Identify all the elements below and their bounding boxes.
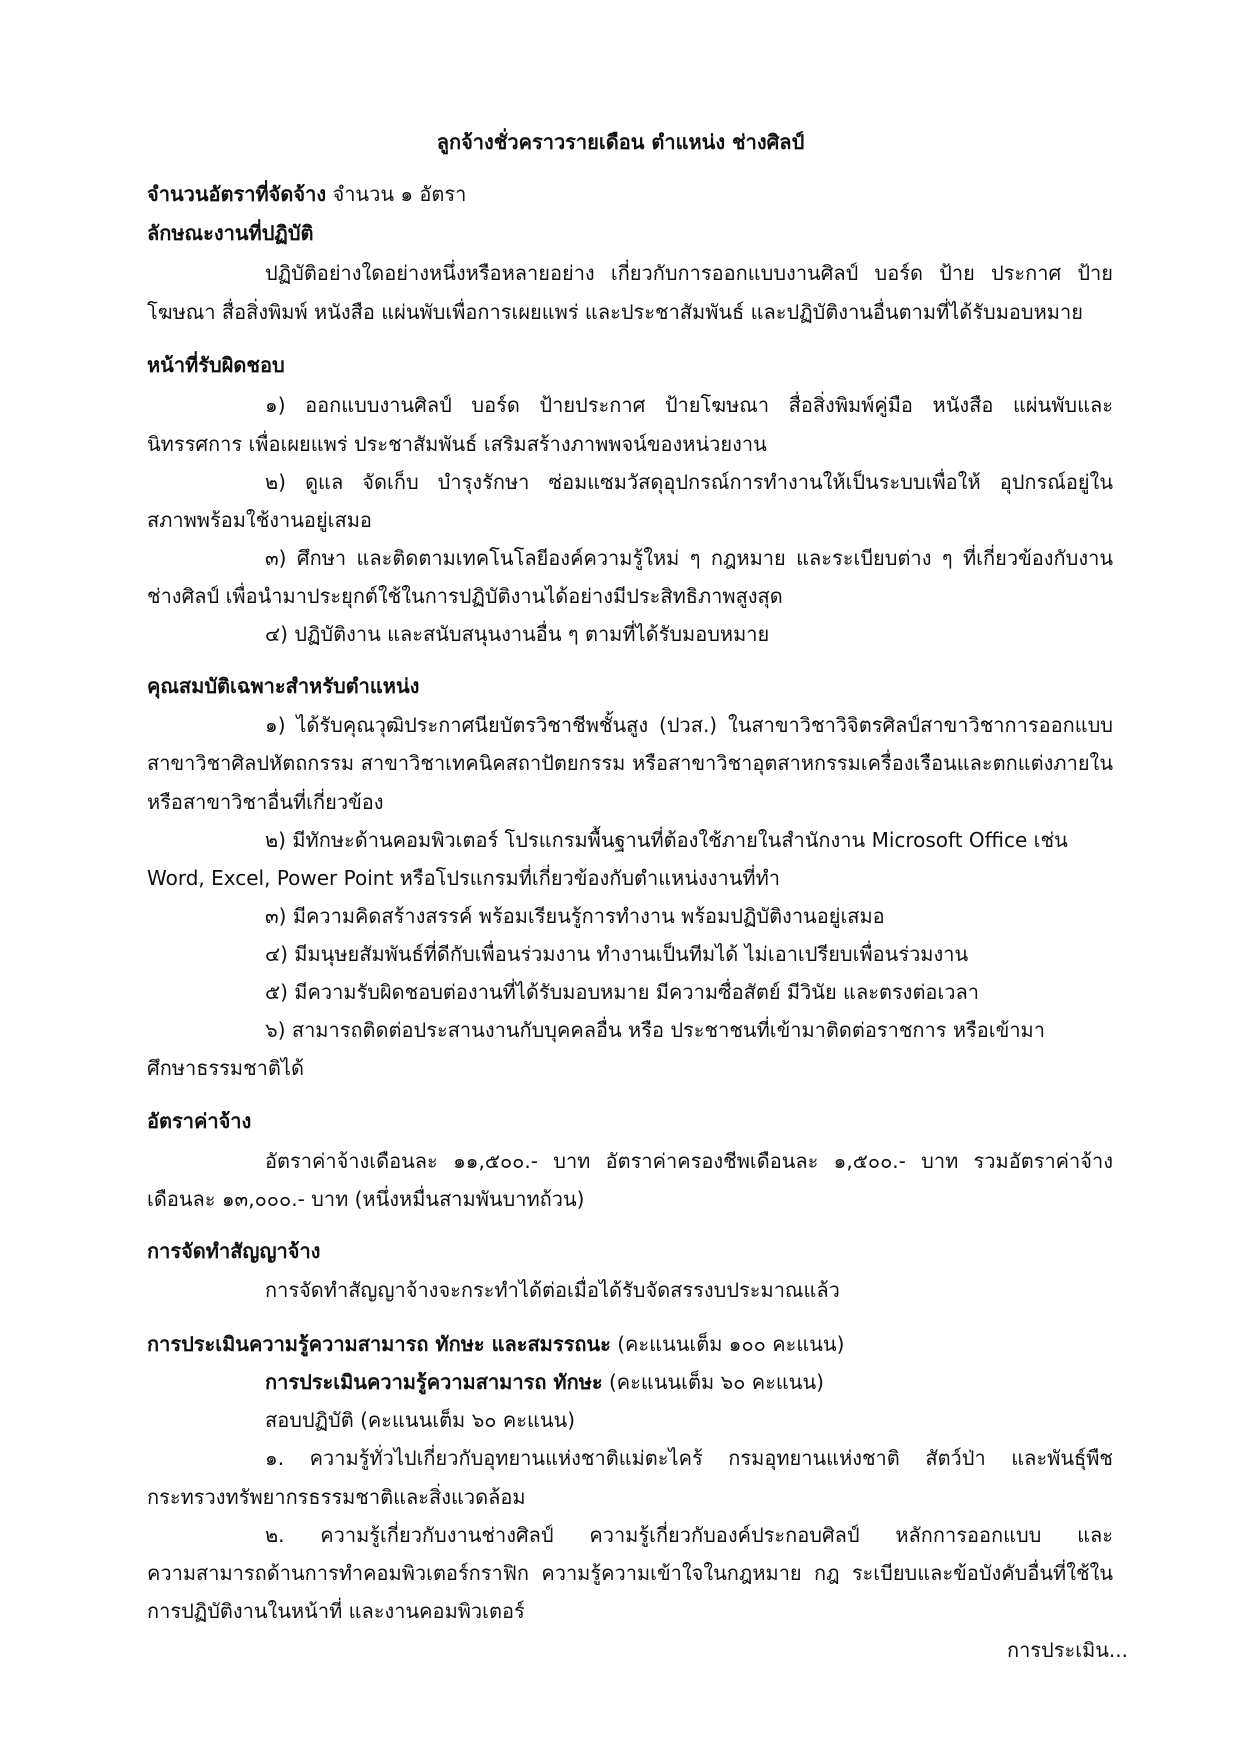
practical-exam-line: สอบปฏิบัติ (คะแนนเต็ม ๖๐ คะแนน): [265, 1408, 576, 1432]
qualification-line: ๖) สามารถติดต่อประสานงานกับบุคคลอื่น หรือ ประชาชนที่เข้ามาติดต่อราชการ หรือเข้ามา: [265, 1018, 1045, 1042]
duty-line: สภาพพร้อมใช้งานอยู่เสมอ: [147, 508, 372, 532]
quota-value: จำนวน ๑ อัตรา: [332, 182, 467, 206]
duty-line: ๒) ดูแล จัดเก็บ บำรุงรักษา ซ่อมแซมวัสดุอุปกรณ์การทำงานให้เป็นระบบเพื่อให้ อุปกรณ์อยู่ใน: [265, 470, 1113, 494]
duty-line: ๔) ปฏิบัติงาน และสนับสนุนงานอื่น ๆ ตามที่ได้รับมอบหมาย: [265, 622, 770, 646]
contract-line: การจัดทำสัญญาจ้างจะกระทำได้ต่อเมื่อได้รับจัดสรรงบประมาณแล้ว: [265, 1278, 840, 1302]
assessment-line: การปฏิบัติงานในหน้าที่ และงานคอมพิวเตอร์: [147, 1599, 525, 1623]
qualification-line: ๑) ได้รับคุณวุฒิประกาศนียบัตรวิชาชีพชั้นสูง (ปวส.) ในสาขาวิชาวิจิตรศิลป์สาขาวิชาการออกแบบ: [265, 713, 1113, 737]
quota-line: [147, 181, 466, 207]
assessment-sub-note: (คะแนนเต็ม ๖๐ คะแนน): [609, 1370, 824, 1394]
duties-heading: หน้าที่รับผิดชอบ: [147, 353, 285, 377]
qualifications-heading: คุณสมบัติเฉพาะสำหรับตำแหน่ง: [147, 674, 420, 698]
assessment-heading-note: (คะแนนเต็ม ๑๐๐ คะแนน): [617, 1332, 845, 1356]
job-nature-line: โฆษณา สื่อสิ่งพิมพ์ หนังสือ แผ่นพับเพื่อการเผยแพร่ และประชาสัมพันธ์ และปฏิบัติงานอื่นตามที่ได้รับมอบหมาย: [147, 300, 1083, 324]
document-title: ลูกจ้างชั่วคราวรายเดือน ตำแหน่ง ช่างศิลป์: [436, 130, 805, 154]
assessment-line: ๒. ความรู้เกี่ยวกับงานช่างศิลป์ ความรู้เกี่ยวกับองค์ประกอบศิลป์ หลักการออกแบบ และ: [265, 1523, 1113, 1547]
wage-heading: อัตราค่าจ้าง: [147, 1109, 252, 1133]
quota-label: จำนวนอัตราที่จัดจ้าง: [147, 182, 327, 206]
qualification-line: Word, Excel, Power Point หรือโปรแกรมที่เกี่ยวข้องกับตำแหน่งงานที่ทำ: [147, 866, 781, 890]
qualification-line: ๕) มีความรับผิดชอบต่องานที่ได้รับมอบหมาย มีความซื่อสัตย์ มีวินัย และตรงต่อเวลา: [265, 980, 979, 1004]
job-nature-heading: ลักษณะงานที่ปฏิบัติ: [147, 221, 314, 245]
job-nature-line: ปฏิบัติอย่างใดอย่างหนึ่งหรือหลายอย่าง เกี่ยวกับการออกแบบงานศิลป์ บอร์ด ป้าย ประกาศ ป้าย: [265, 261, 1113, 285]
wage-line: อัตราค่าจ้างเดือนละ ๑๑,๕๐๐.- บาท อัตราค่าครองชีพเดือนละ ๑,๕๐๐.- บาท รวมอัตราค่าจ้าง: [265, 1149, 1113, 1173]
contract-heading: การจัดทำสัญญาจ้าง: [147, 1239, 321, 1263]
assessment-sub-heading-line: [265, 1369, 824, 1395]
assessment-line: กระทรวงทรัพยากรธรรมชาติและสิ่งแวดล้อม: [147, 1485, 526, 1509]
duty-line: นิทรรศการ เพื่อเผยแพร่ ประชาสัมพันธ์ เสริมสร้างภาพพจน์ของหน่วยงาน: [147, 432, 767, 456]
qualification-line: หรือสาขาวิชาอื่นที่เกี่ยวข้อง: [147, 790, 384, 814]
assessment-line: ความสามารถด้านการทำคอมพิวเตอร์กราฟิก ความรู้ความเข้าใจในกฎหมาย กฎ ระเบียบและข้อบังคับอื่นที่ใช้ใน: [147, 1561, 1113, 1585]
duty-line: ๓) ศึกษา และติดตามเทคโนโลยีองค์ความรู้ใหม่ ๆ กฎหมาย และระเบียบต่าง ๆ ที่เกี่ยวข้องกับงาน: [265, 546, 1113, 570]
qualification-line: ๒) มีทักษะด้านคอมพิวเตอร์ โปรแกรมพื้นฐานที่ต้องใช้ภายในสำนักงาน Microsoft Office เช่น: [265, 828, 1068, 852]
qualification-line: สาขาวิชาศิลปหัตถกรรม สาขาวิชาเทคนิคสถาปัตยกรรม หรือสาขาวิชาอุตสาหกรรมเครื่องเรือนและตกแต่งภายใน: [147, 751, 1113, 775]
qualification-line: ๓) มีความคิดสร้างสรรค์ พร้อมเรียนรู้การทำงาน พร้อมปฏิบัติงานอยู่เสมอ: [265, 904, 885, 928]
assessment-heading-line: [147, 1331, 844, 1357]
duty-line: ๑) ออกแบบงานศิลป์ บอร์ด ป้ายประกาศ ป้ายโฆษณา สื่อสิ่งพิมพ์คู่มือ หนังสือ แผ่นพับและ: [265, 393, 1113, 417]
continued-marker: การประเมิน...: [1006, 1638, 1128, 1662]
assessment-sub-heading: การประเมินความรู้ความสามารถ ทักษะ: [265, 1370, 603, 1394]
assessment-heading: การประเมินความรู้ความสามารถ ทักษะ และสมรรถนะ: [147, 1332, 611, 1356]
qualification-line: ศึกษาธรรมชาติได้: [147, 1056, 304, 1080]
qualification-line: ๔) มีมนุษยสัมพันธ์ที่ดีกับเพื่อนร่วมงาน ทำงานเป็นทีมได้ ไม่เอาเปรียบเพื่อนร่วมงาน: [265, 942, 969, 966]
wage-line: เดือนละ ๑๓,๐๐๐.- บาท (หนึ่งหมื่นสามพันบาทถ้วน): [147, 1187, 585, 1211]
duty-line: ช่างศิลป์ เพื่อนำมาประยุกต์ใช้ในการปฏิบัติงานได้อย่างมีประสิทธิภาพสูงสุด: [147, 584, 783, 608]
assessment-line: ๑. ความรู้ทั่วไปเกี่ยวกับอุทยานแห่งชาติแม่ตะไคร้ กรมอุทยานแห่งชาติ สัตว์ป่า และพันธุ์พืช: [265, 1446, 1113, 1470]
